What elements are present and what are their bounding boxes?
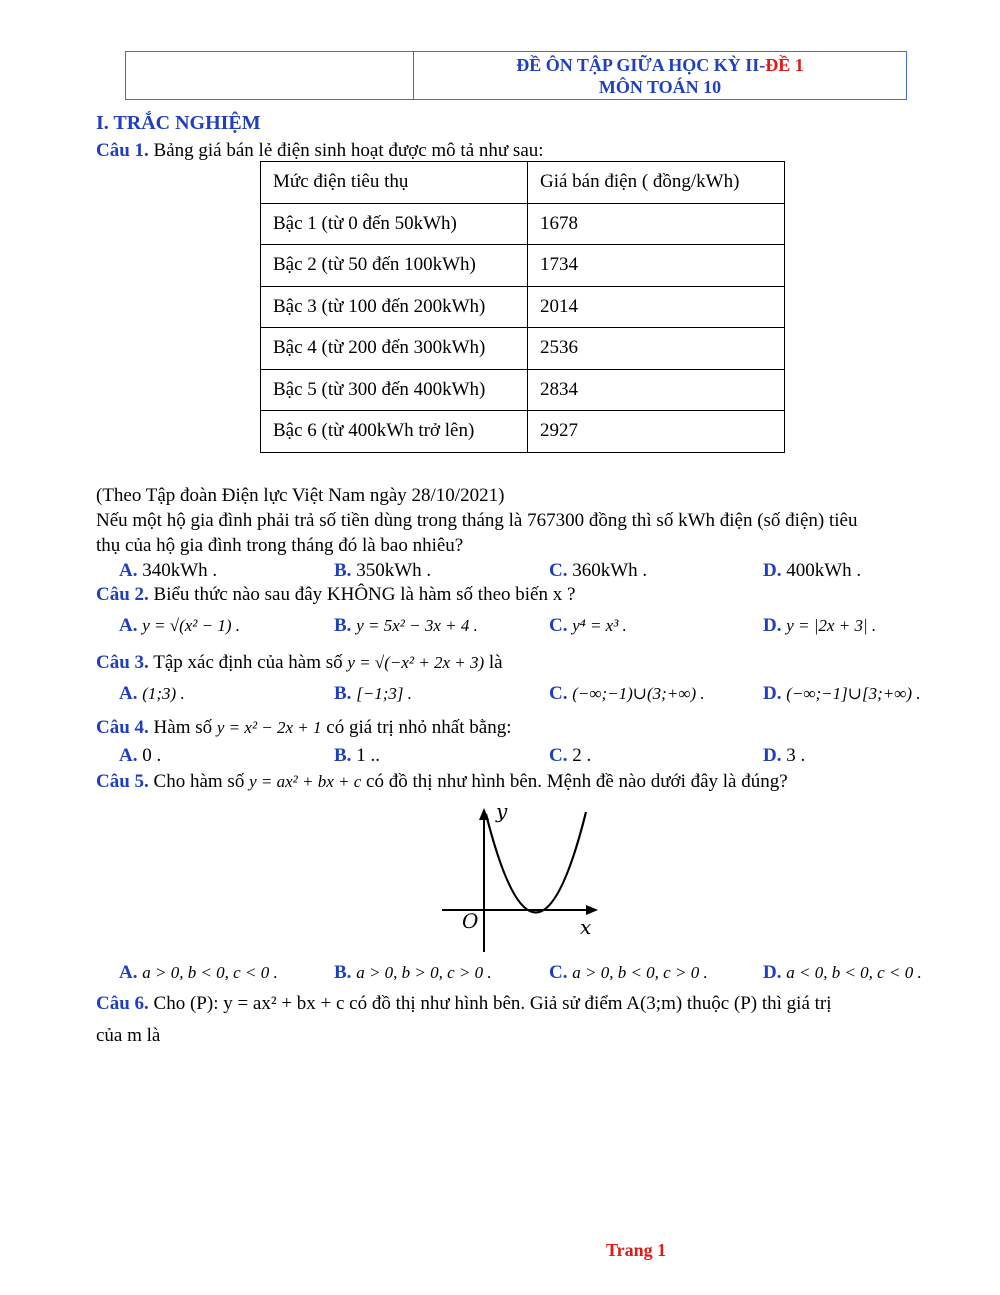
option-label: B.: [334, 683, 352, 704]
q1-option-c[interactable]: [549, 560, 647, 582]
table-cell: Bậc 2 (từ 50 đến 100kWh): [261, 245, 528, 287]
q4-formula: y = x² − 2x + 1: [216, 718, 322, 737]
x-axis-label: x: [580, 915, 592, 939]
exam-number: ĐỀ 1: [765, 55, 804, 75]
q4-option-a[interactable]: [119, 745, 161, 767]
q1-question-line2: thụ của hộ gia đình trong tháng đó là bao nhiêu?: [96, 535, 464, 556]
option-label: B.: [334, 615, 352, 636]
option-text: a > 0, b < 0, c < 0 .: [142, 963, 278, 982]
option-text: (1;3) .: [142, 684, 185, 703]
table-row: [261, 328, 785, 370]
q3-intro: [96, 652, 503, 674]
page-number: Trang 1: [606, 1240, 667, 1260]
q2-label: Câu 2.: [96, 584, 149, 605]
option-text: 1 ..: [356, 745, 380, 766]
q1-option-d[interactable]: [763, 560, 861, 582]
q4-text-after: có giá trị nhỏ nhất bằng:: [326, 717, 512, 738]
q2-option-b[interactable]: [334, 615, 478, 637]
option-text: a > 0, b < 0, c > 0 .: [572, 963, 708, 982]
option-text: [−1;3] .: [356, 684, 413, 703]
option-label: A.: [119, 615, 138, 636]
q5-intro: [96, 771, 788, 793]
q4-text: Hàm số: [153, 717, 213, 738]
option-label: D.: [763, 560, 782, 581]
option-text: a < 0, b < 0, c < 0 .: [786, 963, 922, 982]
option-text: y = √(x² − 1) .: [142, 616, 241, 635]
q3-text-after: là: [488, 652, 503, 673]
q2-option-a[interactable]: [119, 615, 240, 637]
table-cell: Bậc 3 (từ 100 đến 200kWh): [261, 286, 528, 328]
option-text: 0 .: [142, 745, 162, 766]
option-label: D.: [763, 962, 782, 983]
option-text: y = |2x + 3| .: [786, 616, 877, 635]
q1-question-line1: Nếu một hộ gia đình phải trả số tiền dùng trong tháng là 767300 đồng thì số kWh điện (số điện) tiêu: [96, 510, 858, 531]
q4-option-b[interactable]: [334, 745, 380, 767]
table-cell: Bậc 6 (từ 400kWh trở lên): [261, 411, 528, 453]
table-cell: Bậc 5 (từ 300 đến 400kWh): [261, 369, 528, 411]
q1-source: (Theo Tập đoàn Điện lực Việt Nam ngày 28/10/2021): [96, 485, 505, 506]
table-cell: Bậc 4 (từ 200 đến 300kWh): [261, 328, 528, 370]
option-text: 2 .: [572, 745, 592, 766]
subject-title: MÔN TOÁN 10: [598, 77, 722, 97]
option-label: B.: [334, 745, 352, 766]
option-text: 350kWh .: [356, 560, 432, 581]
q3-option-a[interactable]: [119, 683, 185, 705]
option-text: (−∞;−1)∪(3;+∞) .: [572, 684, 705, 703]
q1-option-b[interactable]: [334, 560, 431, 582]
q3-option-b[interactable]: [334, 683, 412, 705]
table-header-row: [261, 162, 785, 204]
option-label: A.: [119, 560, 138, 581]
option-text: (−∞;−1]∪[3;+∞) .: [786, 684, 921, 703]
option-text: y = 5x² − 3x + 4 .: [356, 616, 478, 635]
q6-text-line1: Cho (P): y = ax² + bx + c có đồ thị như hình bên. Giả sử điểm A(3;m) thuộc (P) thì giá trị: [153, 993, 832, 1014]
q1-option-a[interactable]: [119, 560, 217, 582]
option-label: C.: [549, 962, 568, 983]
origin-label: O: [462, 909, 479, 933]
option-label: A.: [119, 745, 138, 766]
option-label: D.: [763, 615, 782, 636]
q5-label: Câu 5.: [96, 771, 149, 792]
table-cell: 1734: [528, 245, 785, 287]
q4-label: Câu 4.: [96, 717, 149, 738]
q5-option-a[interactable]: [119, 962, 278, 984]
parabola-graph: [440, 802, 610, 957]
q6-label: Câu 6.: [96, 993, 149, 1014]
table-row: [261, 203, 785, 245]
option-text: 340kWh .: [142, 560, 218, 581]
exam-title: [414, 54, 906, 76]
q4-intro: [96, 717, 512, 739]
table-row: [261, 286, 785, 328]
header-title-cell: [414, 52, 906, 99]
table-cell: 2536: [528, 328, 785, 370]
option-label: C.: [549, 745, 568, 766]
option-label: A.: [119, 962, 138, 983]
option-label: D.: [763, 745, 782, 766]
option-label: A.: [119, 683, 138, 704]
table-cell: 1678: [528, 203, 785, 245]
q5-text: Cho hàm số: [153, 771, 245, 792]
q5-option-d[interactable]: [763, 962, 922, 984]
table-cell: Bậc 1 (từ 0 đến 50kWh): [261, 203, 528, 245]
option-label: C.: [549, 615, 568, 636]
q5-formula: y = ax² + bx + c: [249, 772, 362, 791]
q3-formula: y = √(−x² + 2x + 3): [347, 653, 485, 672]
table-cell: 2927: [528, 411, 785, 453]
q2-text: Biểu thức nào sau đây KHÔNG là hàm số theo biến x ?: [153, 584, 576, 605]
x-axis-arrow: [586, 905, 598, 915]
q3-option-d[interactable]: [763, 683, 921, 705]
parabola-curve: [486, 812, 586, 913]
q5-option-b[interactable]: [334, 962, 492, 984]
table-cell: 2834: [528, 369, 785, 411]
q4-option-d[interactable]: [763, 745, 805, 767]
table-header-cell: Mức điện tiêu thụ: [261, 162, 528, 204]
option-text: y⁴ = x³ .: [572, 616, 627, 635]
table-row: [261, 411, 785, 453]
q1-text: Bảng giá bán lẻ điện sinh hoạt được mô tả như sau:: [153, 140, 544, 161]
option-text: 3 .: [786, 745, 806, 766]
option-label: D.: [763, 683, 782, 704]
option-label: B.: [334, 962, 352, 983]
option-label: C.: [549, 560, 568, 581]
y-axis-label: y: [496, 802, 508, 823]
table-cell: 2014: [528, 286, 785, 328]
option-text: 360kWh .: [572, 560, 648, 581]
q2-option-c[interactable]: [549, 615, 627, 637]
q6-intro: [96, 993, 832, 1015]
q3-text: Tập xác định của hàm số: [153, 652, 343, 673]
q1-intro: [96, 140, 544, 162]
section-title: I. TRẮC NGHIỆM: [96, 112, 261, 134]
table-row: [261, 245, 785, 287]
table-row: [261, 369, 785, 411]
q2-option-d[interactable]: [763, 615, 876, 637]
q5-option-c[interactable]: [549, 962, 708, 984]
option-text: a > 0, b > 0, c > 0 .: [356, 963, 492, 982]
q2-intro: [96, 584, 575, 606]
table-header-cell: Giá bán điện ( đồng/kWh): [528, 162, 785, 204]
q6-text-line2: của m là: [96, 1025, 161, 1046]
q1-label: Câu 1.: [96, 140, 149, 161]
exam-title-main: ĐỀ ÔN TẬP GIỮA HỌC KỲ II-: [516, 55, 766, 75]
option-text: 400kWh .: [786, 560, 862, 581]
header-box: [125, 51, 907, 100]
q3-label: Câu 3.: [96, 652, 149, 673]
option-label: C.: [549, 683, 568, 704]
price-table: [260, 161, 785, 453]
q3-option-c[interactable]: [549, 683, 705, 705]
q5-text-after: có đồ thị như hình bên. Mệnh đề nào dưới đây là đúng?: [366, 771, 788, 792]
q4-option-c[interactable]: [549, 745, 591, 767]
option-label: B.: [334, 560, 352, 581]
header-left-cell: [126, 52, 414, 99]
